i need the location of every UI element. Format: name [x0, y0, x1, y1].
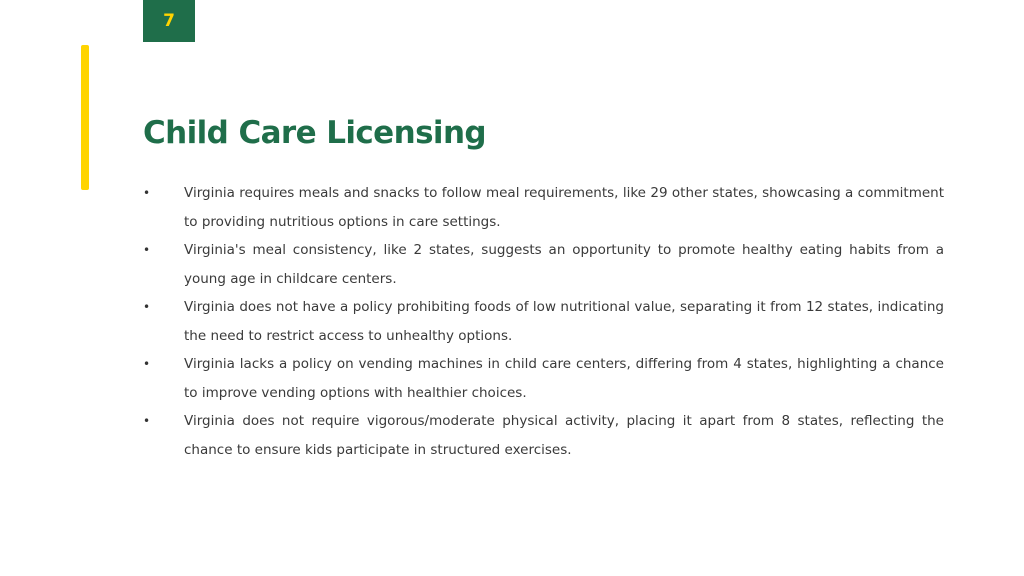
bullet-item-3 — [143, 293, 944, 350]
bullet-item-5 — [143, 407, 944, 464]
slide-title: Child Care Licensing — [143, 115, 487, 151]
bullet-item-4 — [143, 350, 944, 407]
bullet-text: Virginia lacks a policy on vending machines in child care centers, differing from 4 states, highlighting a chance to improve vending options with healthier choices. — [184, 356, 944, 401]
bullet-marker: • — [143, 414, 151, 428]
bullet-list — [143, 179, 944, 464]
bullet-item-2 — [143, 236, 944, 293]
bullet-item-1 — [143, 179, 944, 236]
bullet-marker: • — [143, 300, 151, 314]
accent-bar — [81, 45, 89, 190]
bullet-text: Virginia's meal consistency, like 2 states, suggests an opportunity to promote healthy eating habits from a young age in childcare centers. — [184, 242, 944, 287]
bullet-marker: • — [143, 357, 151, 371]
bullet-text: Virginia does not have a policy prohibiting foods of low nutritional value, separating it from 12 states, indicating the need to restrict access to unhealthy options. — [184, 299, 944, 344]
page-number-badge — [143, 0, 195, 42]
bullet-marker: • — [143, 243, 151, 257]
bullet-text: Virginia requires meals and snacks to follow meal requirements, like 29 other states, showcasing a commitment to providing nutritious options in care settings. — [184, 185, 944, 230]
bullet-text: Virginia does not require vigorous/moderate physical activity, placing it apart from 8 states, reflecting the chance to ensure kids participate in structured exercises. — [184, 413, 944, 458]
page-number: 7 — [163, 10, 175, 31]
bullet-marker: • — [143, 186, 151, 200]
